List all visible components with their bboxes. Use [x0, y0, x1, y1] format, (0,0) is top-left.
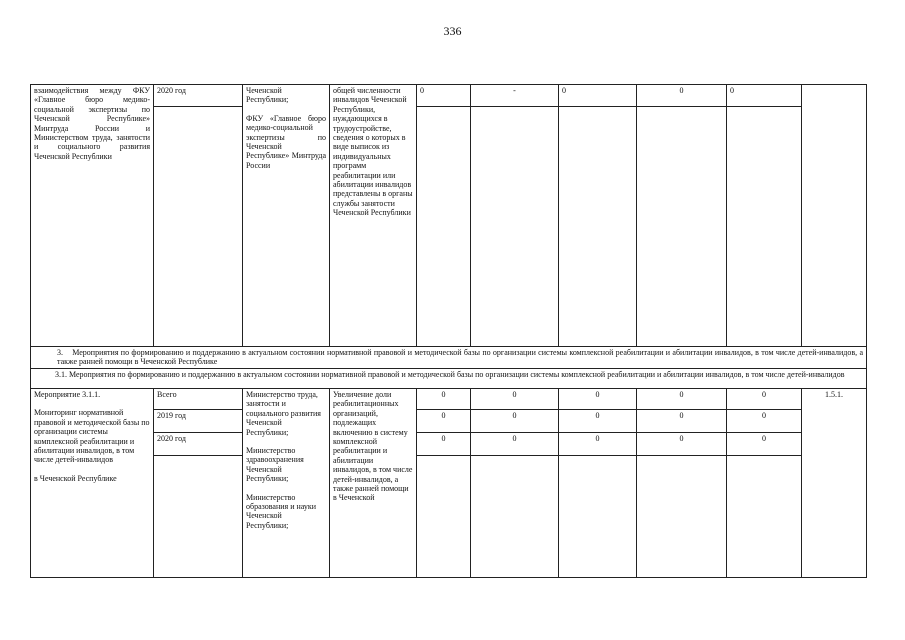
table-row: [31, 389, 867, 410]
executor-cell: Чеченской Республики; ФКУ «Главное бюро медико-социальной экспертизы по Чеченской Республике» Минтруда России: [243, 85, 330, 347]
value-cell: 0: [559, 410, 637, 433]
value-cell: 0: [417, 389, 471, 410]
code-cell: [802, 85, 867, 347]
empty-cell: [727, 107, 802, 347]
table-row: [31, 107, 867, 347]
value-cell: 0: [727, 389, 802, 410]
period-cell: 2019 год: [154, 410, 243, 433]
value-cell: 0: [727, 410, 802, 433]
value-cell: 0: [559, 389, 637, 410]
value-cell: 0: [417, 433, 471, 456]
empty-cell: [471, 107, 559, 347]
section-row: [31, 369, 867, 389]
empty-cell: [727, 456, 802, 578]
value-cell: 0: [471, 433, 559, 456]
empty-cell: [559, 107, 637, 347]
empty-cell: [559, 456, 637, 578]
page-number: 336: [443, 24, 462, 38]
value-cell: 0: [637, 410, 727, 433]
table-row: [31, 410, 867, 433]
value-cell: 0: [559, 433, 637, 456]
value-cell: 0: [417, 410, 471, 433]
value-cell: 0: [471, 389, 559, 410]
value-cell: 0: [727, 433, 802, 456]
value-cell: 0: [637, 433, 727, 456]
indicator-cell: общей численности инвалидов Чеченской Республики, нуждающихся в трудоустройстве, сведения о которых в виде выписок из индивидуальных программ реабилитации или абилитации инвалидов представлены в органы службы занятости Чеченской Республики: [330, 85, 417, 347]
value-cell: 0: [727, 85, 802, 107]
section-3-1-heading: 3.1. Мероприятия по формированию и поддержанию в актуальном состоянии нормативной правовой и методической базы по организации системы комплексной реабилитации и абилитации инвалидов, в том числе детей-инвалидов: [31, 369, 867, 389]
empty-cell: [154, 107, 243, 347]
program-table: [30, 84, 867, 578]
section-row: [31, 347, 867, 369]
empty-cell: [471, 456, 559, 578]
year-cell: 2020 год: [154, 85, 243, 107]
period-cell: 2020 год: [154, 433, 243, 456]
empty-cell: [637, 107, 727, 347]
table-row: [31, 456, 867, 578]
measure-description-cell: Мероприятие 3.1.1. Мониторинг нормативной правовой и методической базы по организации системы комплексной реабилитации и абилитации инвалидов, в том числе детей-инвалидов в Чеченской Республике: [31, 389, 154, 578]
code-cell: 1.5.1.: [802, 389, 867, 578]
table-row: [31, 433, 867, 456]
empty-cell: [154, 456, 243, 578]
empty-cell: [637, 456, 727, 578]
indicator-cell: Увеличение доли реабилитационных организаций, подлежащих включению в систему комплексной реабилитации и абилитации инвалидов, в том числе детей-инвалидов, а также ранней помощи в Чеченской: [330, 389, 417, 578]
executor-cell: Министерство труда, занятости и социального развития Чеченской Республики; Министерство здравоохранения Чеченской Республики; Министерство образования и науки Чеченской Республики;: [243, 389, 330, 578]
value-cell: 0: [559, 85, 637, 107]
value-cell: -: [471, 85, 559, 107]
empty-cell: [417, 456, 471, 578]
section-3-heading: 3. Мероприятия по формированию и поддержанию в актуальном состоянии нормативной правовой и методической базы по организации системы комплексной реабилитации и абилитации инвалидов, в том числе детей-инвалидов, а также ранней помощи в Чеченской Республике: [31, 347, 867, 369]
value-cell: 0: [637, 389, 727, 410]
activity-description-cell: взаимодействия между ФКУ «Главное бюро медико-социальной экспертизы по Чеченской Республике» Минтруда России и Министерством труда, занятости и социального развития Чеченской Республики: [31, 85, 154, 347]
value-cell: 0: [417, 85, 471, 107]
value-cell: 0: [637, 85, 727, 107]
value-cell: 0: [471, 410, 559, 433]
empty-cell: [417, 107, 471, 347]
period-cell: Всего: [154, 389, 243, 410]
table-row: [31, 85, 867, 107]
